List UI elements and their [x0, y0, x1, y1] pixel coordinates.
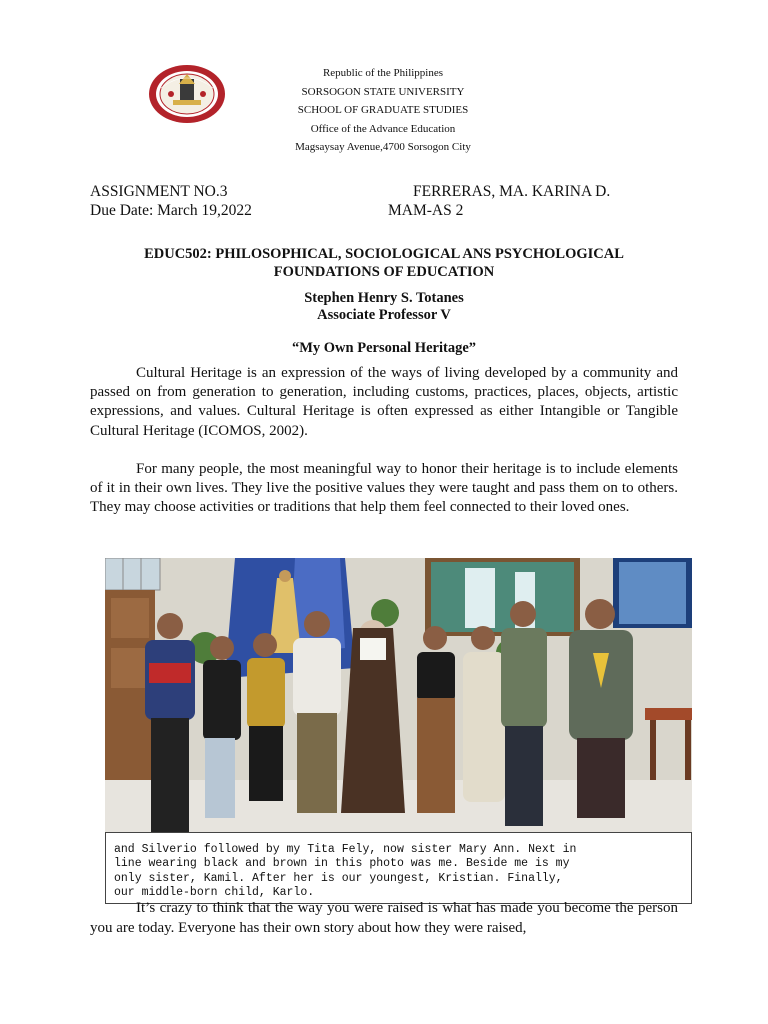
- course-title-line1: EDUC502: PHILOSOPHICAL, SOCIOLOGICAL ANS PSYCHOLOGICAL: [144, 246, 624, 262]
- photo-caption: and Silverio followed by my Tita Fely, now sister Mary Ann. Next in line wearing black and brown in this photo was me. Beside me is my only sister, Kamil. After her is our youngest, Kristian. Finally, our middle-born child, Karlo.: [114, 843, 577, 900]
- professor-rank: Associate Professor V: [317, 307, 451, 323]
- course-title-line2: FOUNDATIONS OF EDUCATION: [273, 263, 495, 280]
- family-photo: [105, 558, 692, 845]
- student-program: MAM-AS 2: [388, 202, 464, 219]
- paragraph-2: For many people, the most meaningful way to honor their heritage is to include elements of it in their own lives. They live the positive values they were taught and pass them on to others. They may choose activities or traditions that help them feel connected to their loved ones.: [90, 461, 678, 516]
- letterhead: [260, 64, 506, 157]
- student-name: FERRERAS, MA. KARINA D.: [413, 183, 611, 200]
- university-seal: [147, 64, 227, 124]
- letterhead-school: SCHOOL OF GRADUATE STUDIES: [297, 104, 469, 116]
- essay-title: “My Own Personal Heritage”: [291, 340, 477, 356]
- assignment-number: ASSIGNMENT NO.3: [90, 183, 228, 200]
- paragraph-1: Cultural Heritage is an expression of the ways of living developed by a community and passed on from generation to generation, including customs, practices, places, objects, artistic expressions, and values. Cultural Heritage is often expressed as either Intangible or Tangible Cultural Heritage (ICOMOS, 2002).: [90, 365, 678, 439]
- letterhead-address: Magsaysay Avenue,4700 Sorsogon City: [295, 141, 471, 153]
- letterhead-university: SORSOGON STATE UNIVERSITY: [301, 85, 465, 98]
- professor-block: [88, 290, 680, 324]
- photo-caption-box: [105, 832, 692, 904]
- professor-name: Stephen Henry S. Totanes: [304, 290, 464, 306]
- course-title: [88, 246, 680, 281]
- paragraph-3: It’s crazy to think that the way you were raised is what has made you become the person you are today. Everyone has their own story about how they were raised,: [90, 900, 678, 936]
- letterhead-office: Office of the Advance Education: [310, 122, 456, 135]
- letterhead-republic: Republic of the Philippines: [322, 67, 444, 79]
- due-date: Due Date: March 19,2022: [90, 202, 252, 219]
